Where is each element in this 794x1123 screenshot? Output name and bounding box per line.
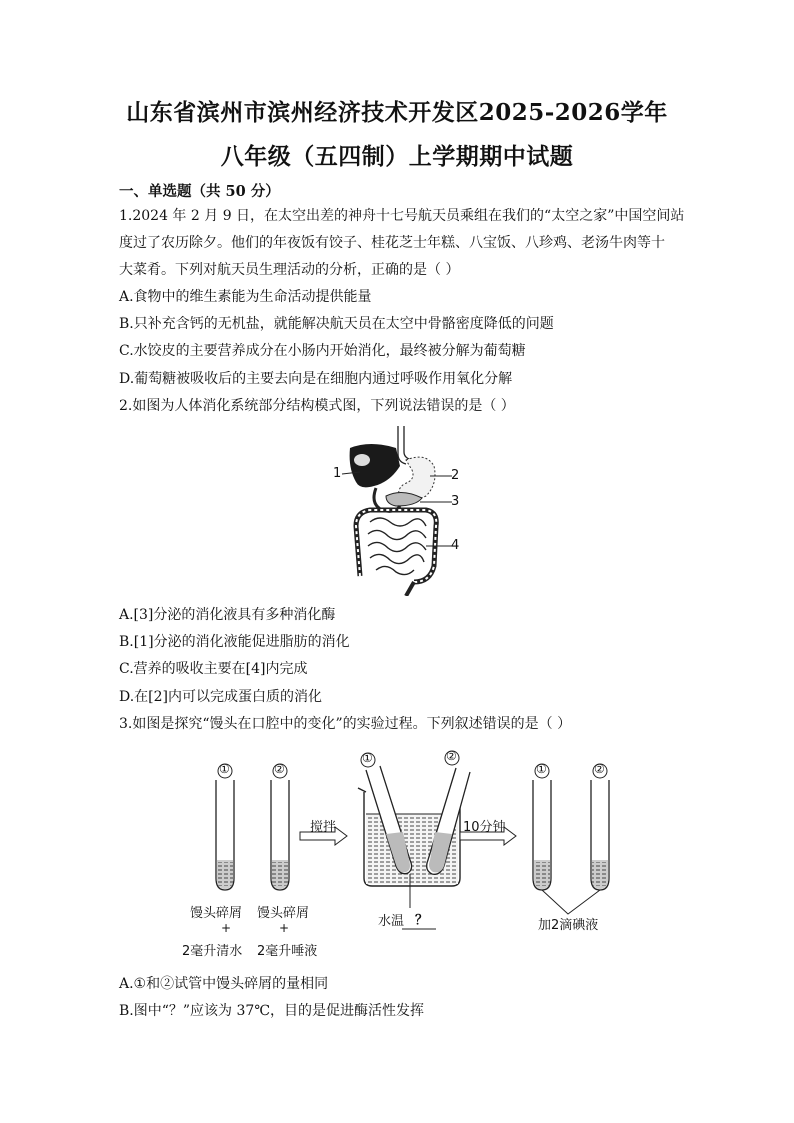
result-tube1-mark: ① [536,762,547,776]
document-title-line1: 山东省滨州市滨州经济技术开发区2025-2026学年 [126,99,668,126]
q1-stem-line3: 大菜肴。下列对航天员生理活动的分析，正确的是（ ） [119,262,460,278]
test-tube-2 [271,780,289,890]
q3-stem: 3.如图是探究“馒头在口腔中的变化”的实验过程。下列叙述错误的是（ ） [119,716,572,732]
beaker-tube2-mark: ② [446,749,457,763]
q1-stem-line2: 度过了农历除夕。他们的年夜饭有饺子、桂花芝士年糕、八宝饭、八珍鸡、老汤牛肉等十 [119,235,665,251]
result-tube2-mark: ② [594,762,605,776]
tube1-content-line1: 馒头碎屑 [190,906,243,921]
ten-minutes-label: 10分钟 [463,820,506,835]
q1-option-c: C.水饺皮的主要营养成分在小肠内开始消化，最终被分解为葡萄糖 [119,343,526,359]
tube1-mark: ① [219,762,230,776]
result-tube-2 [591,780,609,890]
small-intestine-shape [368,518,426,575]
beaker-tube1-mark: ① [362,751,373,765]
q2-option-a: A.[3]分泌的消化液具有多种消化酶 [119,607,336,623]
q1-stem-line1: 1.2024 年 2 月 9 日，在太空出差的神舟十七号航天员乘组在我们的“太空之家”中国空间站 [119,208,685,224]
q1-option-b: B.只补充含钙的无机盐，就能解决航天员在太空中骨骼密度降低的问题 [119,316,554,332]
q3-option-a: A.①和②试管中馒头碎屑的量相同 [119,976,329,992]
q2-option-c: C.营养的吸收主要在[4]内完成 [119,661,308,677]
figure-label-1: 1 [333,466,342,481]
digestive-system-figure [330,426,470,596]
tube2-content-line3: 2毫升唾液 [257,944,318,959]
section-heading: 一、单选题（共 50 分） [119,183,280,200]
q2-option-b: B.[1]分泌的消化液能促进脂肪的消化 [119,634,350,650]
liver-shape [350,444,400,487]
water-temp-label: 水温 [378,914,405,929]
figure-label-3: 3 [451,494,460,509]
q3-option-b: B.图中“？”应该为 37℃，目的是促进酶活性发挥 [119,1003,424,1019]
figure-label-4: 4 [451,538,460,553]
q1-option-d: D.葡萄糖被吸收后的主要去向是在细胞内通过呼吸作用氧化分解 [119,371,513,387]
test-tube-1 [216,780,234,890]
iodine-label: 加2滴碘液 [538,918,599,933]
tube2-mark: ② [274,762,285,776]
result-tube-1 [533,780,551,890]
q1-option-a: A.食物中的维生素能为生命活动提供能量 [119,289,372,305]
q2-option-d: D.在[2]内可以完成蛋白质的消化 [119,689,323,705]
stir-label: 搅拌 [310,820,337,835]
water-temp-value: ？ [415,913,429,928]
tube1-content-line2: + [221,921,232,935]
tube1-content-line3: 2毫升清水 [182,944,243,959]
tube2-content-line2: + [279,921,290,935]
tube2-content-line1: 馒头碎屑 [257,906,310,921]
document-title-line2: 八年级（五四制）上学期期中试题 [220,143,574,170]
q2-stem: 2.如图为人体消化系统部分结构模式图，下列说法错误的是（ ） [119,398,515,414]
figure-label-2: 2 [451,468,460,483]
